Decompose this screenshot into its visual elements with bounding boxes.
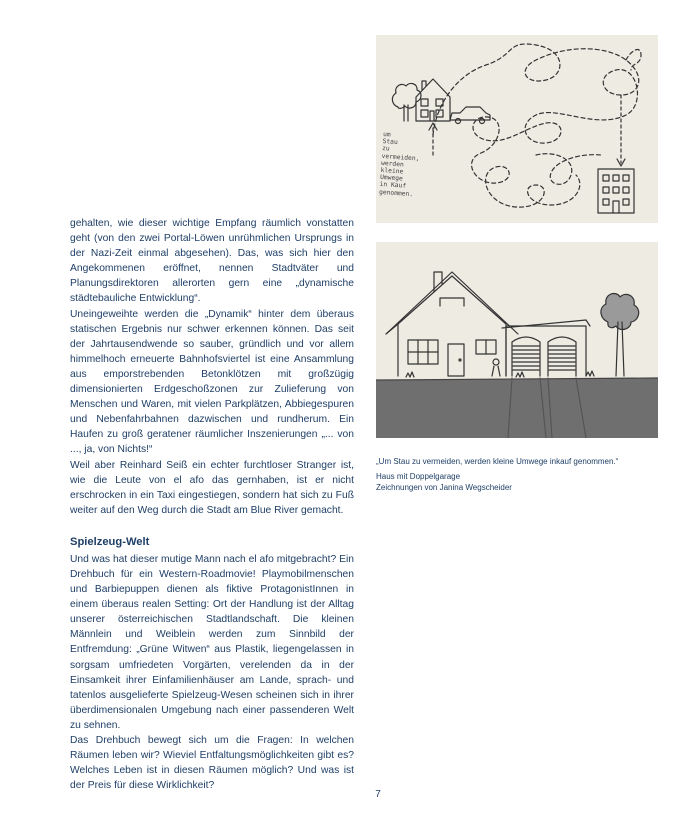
page-number: 7 — [375, 789, 381, 800]
section-heading: Spielzeug-Welt — [70, 535, 150, 548]
figure-caption — [376, 456, 666, 493]
drawing-detour-route — [376, 35, 658, 223]
paragraph: Weil aber Reinhard Seiß ein echter furchtloser Stranger ist, wie die Leute von el afo das gernhaben, ist er nicht erschrocken in ein Taxi eingestiegen, sondern hat sich zu Fuß weiter auf den Weg durch die Stadt am Blue River gemacht. — [70, 459, 354, 516]
caption-title: Haus mit Doppelgarage — [376, 472, 461, 481]
paragraph: Und was hat dieser mutige Mann nach el afo mitgebracht? Ein Drehbuch für ein Western-Roadmovie! Playmobilmenschen und Barbiepuppen dienen als fiktive ProtagonistInnen in einem überaus realen Setting: Ort der Handlung ist der Alltag unserer österreichischen Stadtlandschaft. Die kleinen Männlein und Weiblein werden zum Sinnbild der Entfremdung: „Grüne Witwen“ aus Plastik, liegengelassen in sorgsam umfriedeten Vorgärten, verelenden da in der Einsamkeit ihrer Einfamilienhäuser am Lande, sprach- und tatenlos ausgelieferte Spielzeug-Wesen scheinen sich in ihrer überdimensionalen Umgebung nach einer passenderen Welt zu sehnen. — [70, 553, 354, 731]
paragraph: Das Drehbuch bewegt sich um die Fragen: In welchen Räumen leben wir? Wieviel Entfaltungsmöglichkeiten gibt es? Welches Leben ist in diesen Räumen möglich? Und was ist der Preis für diese Wirklichkeit? — [70, 735, 354, 792]
caption-credit: Zeichnungen von Janina Wegscheider — [376, 483, 512, 492]
drawing-house-double-garage — [376, 242, 658, 438]
handwritten-note: um Stau zu vermeiden, werden kleine Umwege in Kauf genommen. — [378, 130, 420, 198]
caption-quote: „Um Stau zu vermeiden, werden kleine Umwege inkauf genommen.“ — [376, 457, 619, 466]
body-text-column — [70, 216, 354, 793]
paragraph: gehalten, wie dieser wichtige Empfang räumlich vonstatten geht (von den zwei Portal-Löwen unrühmlichen Ursprungs in der Nazi-Zeit einmal abgesehen). Das, was sich hier den Angekommenen eröffnet, nennen Stadtväter und Planungsdirektoren allerorten gern eine „dynamische städtebauliche Entwicklung“. — [70, 218, 354, 305]
paragraph: Uneingeweihte werden die „Dynamik“ hinter dem überaus statischen Ergebnis nur schwer erkennen können. Das seit der Jahrtausendwende so sauber, gründlich und vor allem himmelhoch erneuerte Bahnhofsviertel ist eine Ansammlung aus emporstrebenden Betonklötzen mit großzügig dimensionierten Erdgeschoßzonen zur Zulieferung von Menschen und Waren, mit vielen Parkplätzen, Abbiegespuren und Nebenfahrbahnen dazwischen und rundherum. Ein Haufen zu groß geratener räumlicher Inszenierungen „... von ..., ja, von Nichts!“ — [70, 308, 354, 456]
